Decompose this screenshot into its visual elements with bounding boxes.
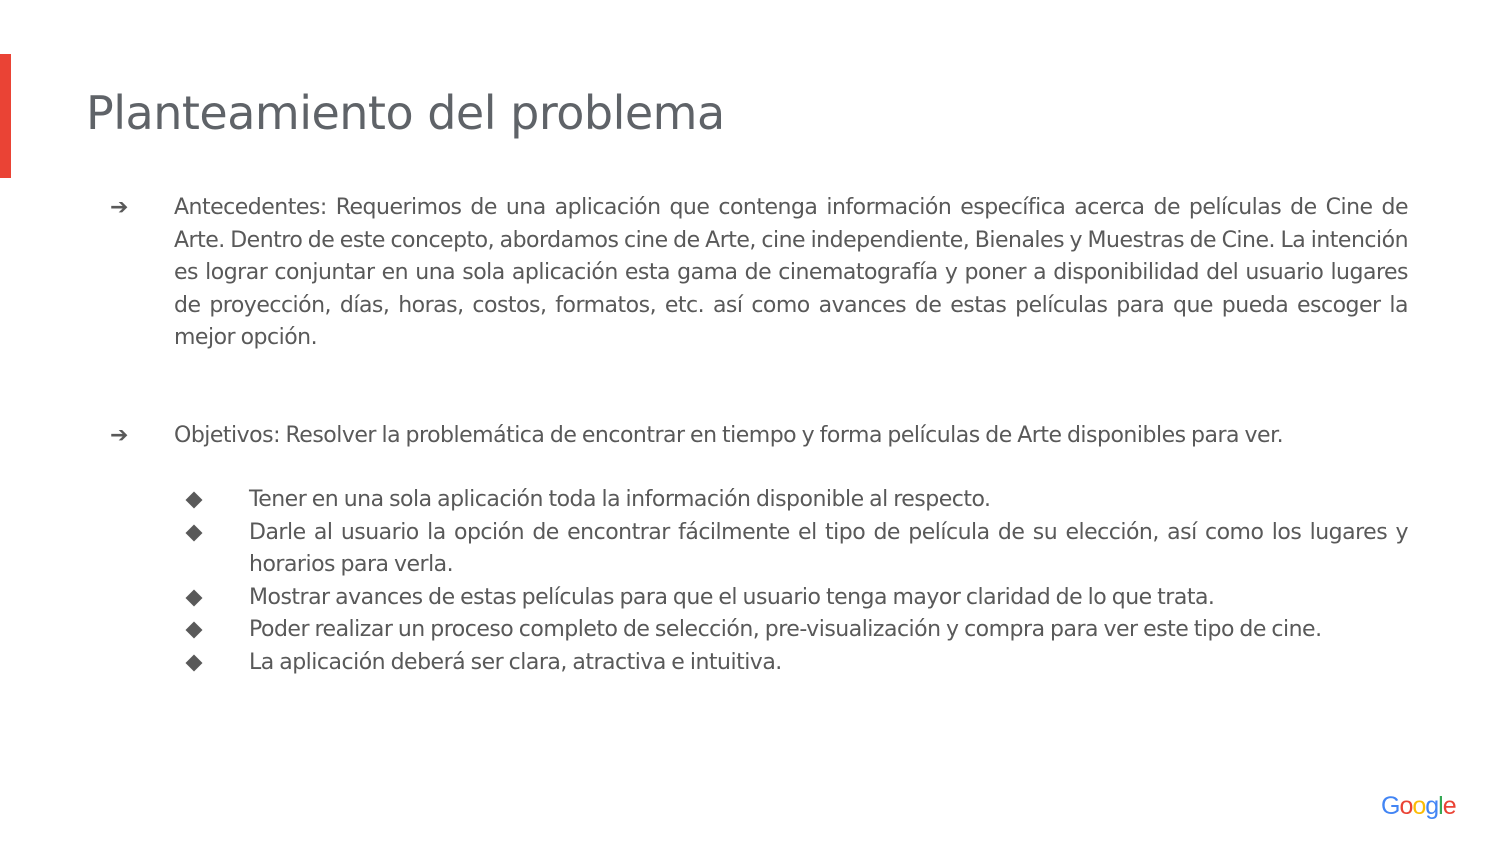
list-item-text: Darle al usuario la opción de encontrar fácilmente el tipo de película de su elección, así como los lugares y horarios para verla. [249, 519, 1408, 577]
bullet-antecedentes [110, 192, 1408, 355]
page-title: Planteamiento del problema [86, 86, 725, 140]
diamond-bullet-icon [186, 654, 203, 671]
diamond-bullet-icon [186, 524, 203, 541]
logo-letter: e [1442, 792, 1456, 820]
list-item [184, 582, 1408, 615]
logo-letter: l [1438, 792, 1443, 820]
list-item [184, 647, 1408, 680]
list-item-text: Tener en una sola aplicación toda la información disponible al respecto. [249, 487, 991, 512]
bullet-text: Antecedentes: Requerimos de una aplicación que contenga información específica acerca de películas de Cine de Arte. Dentro de este concepto, abordamos cine de Arte, cine independiente, Bienales y Muestras de Cine. La intención es lograr conjuntar en una sola aplicación esta gama de cinematografía y poner a disponibilidad del usuario lugares de proyección, días, horas, costos, formatos, etc. así como avances de estas películas para que pueda escoger la mejor opción. [174, 195, 1409, 350]
list-item [184, 614, 1408, 647]
list-item-text: Poder realizar un proceso completo de selección, pre-visualización y compra para ver este tipo de cine. [249, 617, 1322, 642]
accent-bar [0, 54, 11, 178]
bullet-objetivos [110, 420, 1408, 453]
logo-letter: G [1381, 792, 1400, 820]
list-item-text: Mostrar avances de estas películas para que el usuario tenga mayor claridad de lo que trata. [249, 584, 1215, 610]
logo-letter: g [1425, 792, 1439, 820]
diamond-bullet-icon [186, 622, 203, 639]
list-item [184, 484, 1408, 517]
list-item [184, 517, 1408, 582]
bullet-text: Objetivos: Resolver la problemática de encontrar en tiempo y forma películas de Arte disponibles para ver. [174, 422, 1284, 448]
logo-letter: o [1412, 792, 1426, 820]
diamond-bullet-icon [186, 589, 203, 606]
google-logo [1381, 790, 1456, 822]
slide-content [110, 192, 1408, 679]
objectives-list [184, 484, 1408, 679]
logo-letter: o [1399, 792, 1413, 820]
arrow-right-icon: ➔ [110, 422, 128, 448]
diamond-bullet-icon [186, 492, 203, 509]
arrow-right-icon: ➔ [110, 195, 128, 220]
list-item-text: La aplicación deberá ser clara, atractiva e intuitiva. [249, 649, 782, 675]
